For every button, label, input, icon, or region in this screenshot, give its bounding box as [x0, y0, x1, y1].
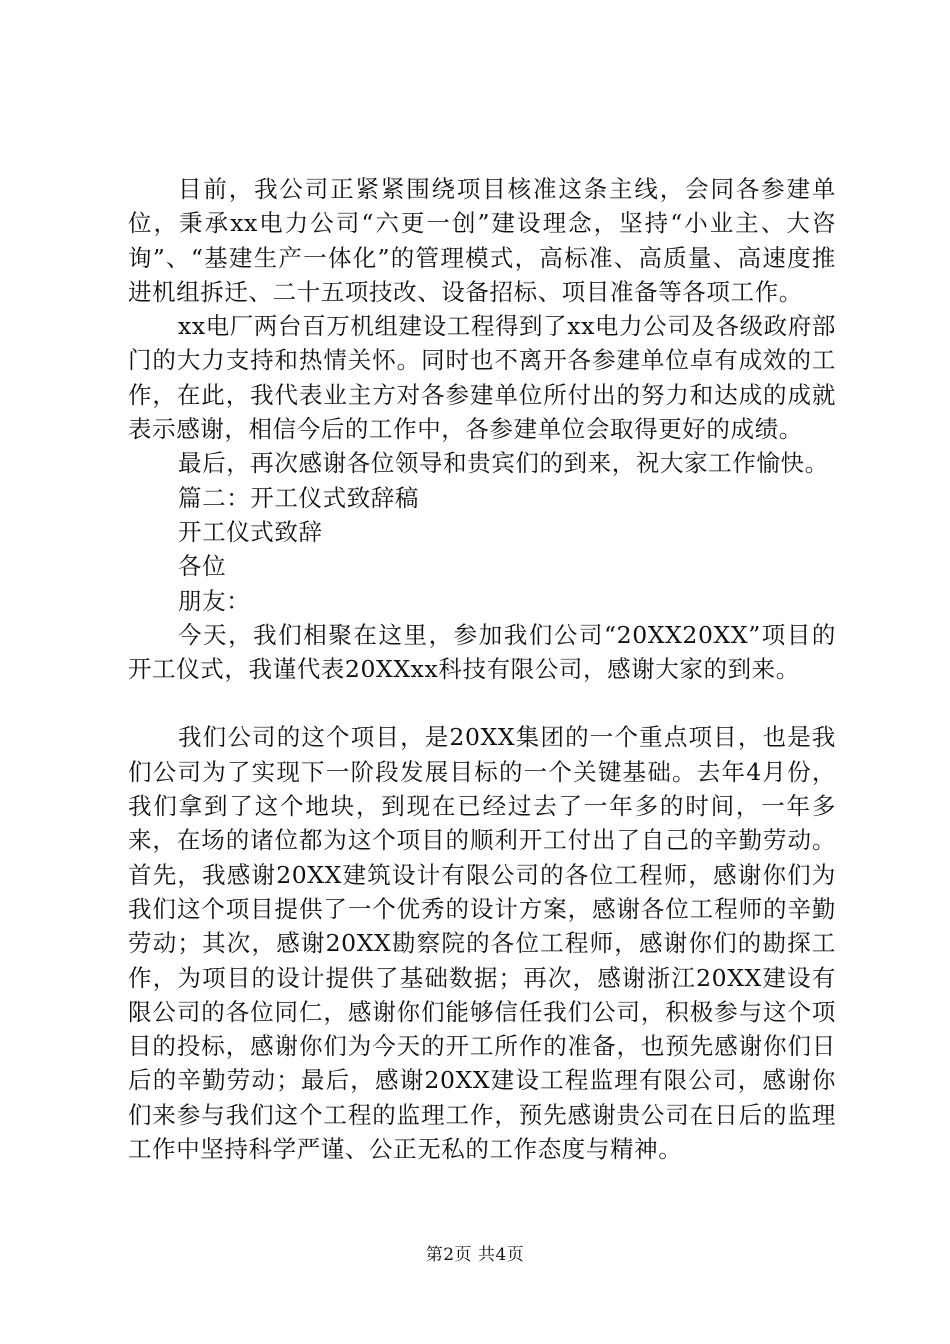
paragraph-support-thanks: xx电厂两台百万机组建设工程得到了xx电力公司及各级政府部门的大力支持和热情关怀。同时也不离开各参建单位卓有成效的工作，在此，我代表业主方对各参建单位所付出的努力和达成的成就表示感谢，相信今后的工作中，各参建单位会取得更好的成绩。 — [128, 312, 836, 444]
paragraph-acknowledgements: 我们公司的这个项目，是20XX集团的一个重点项目，也是我们公司为了实现下一阶段发展目标的一个关键基础。去年4月份，我们拿到了这个地块，到现在已经过去了一年多的时间，一年多来，在场的诸位都为这个项目的顺利开工付出了自己的辛勤劳动。首先，我感谢20XX建筑设计有限公司的各位工程师，感谢你们为我们这个项目提供了一个优秀的设计方案，感谢各位工程师的辛勤劳动；其次，感谢20XX勘察院的各位工程师，感谢你们的勘探工作，为项目的设计提供了基础数据；再次，感谢浙江20XX建设有限公司的各位同仁，感谢你们能够信任我们公司，积极参与这个项目的投标，感谢你们为今天的开工所作的准备，也预先感谢你们日后的辛勤劳动；最后，感谢20XX建设工程监理有限公司，感谢你们来参与我们这个工程的监理工作，预先感谢贵公司在日后的监理工作中坚持科学严谨、公正无私的工作态度与精神。 — [128, 723, 836, 1164]
speech-title: 开工仪式致辞 — [178, 517, 323, 546]
salutation-line-2: 朋友： — [178, 586, 251, 615]
paragraph-welcome: 今天，我们相聚在这里，参加我们公司“20XX20XX”项目的开工仪式，我谨代表20XXxx科技有限公司，感谢大家的到来。 — [128, 620, 836, 684]
salutation-line-1: 各位 — [178, 552, 227, 581]
document-body — [128, 172, 836, 1166]
page-footer: 第2页 共4页 — [425, 1245, 525, 1265]
section-heading: 篇二：开工仪式致辞稿 — [178, 483, 419, 512]
paragraph-project-progress: 目前，我公司正紧紧围绕项目核准这条主线，会同各参建单位，秉承xx电力公司“六更一创”建设理念，坚持“小业主、大咨询”、“基建生产一体化”的管理模式，高标准、高质量、高速度推进机组拆迁、二十五项技改、设备招标、项目准备等各项工作。 — [128, 175, 836, 306]
paragraph-closing-thanks: 最后，再次感谢各位领导和贵宾们的到来，祝大家工作愉快。 — [178, 449, 829, 478]
